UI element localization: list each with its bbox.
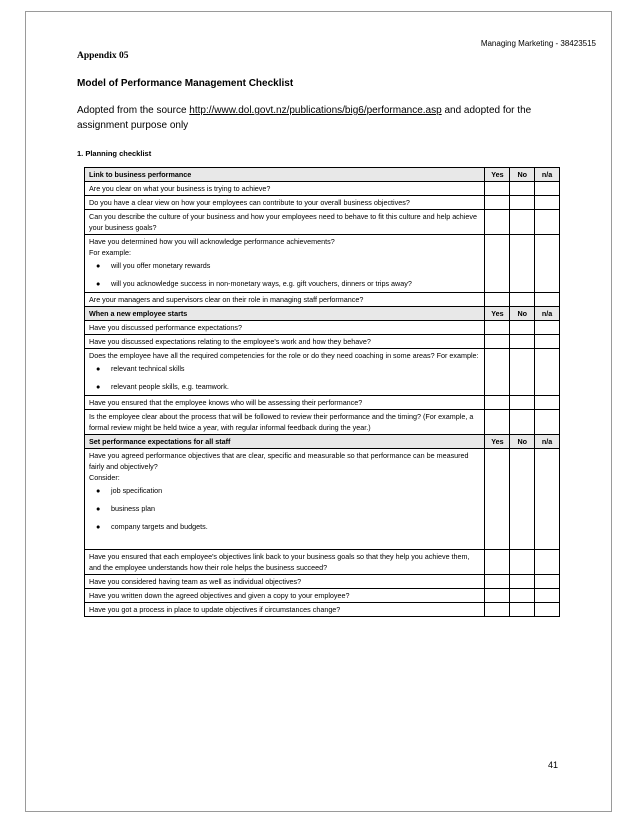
section-title: Set performance expectations for all staff — [85, 435, 485, 449]
answer-cell-na[interactable] — [535, 335, 560, 349]
answer-cell-yes[interactable] — [485, 396, 510, 410]
answer-cell-yes[interactable] — [485, 235, 510, 293]
running-header: Managing Marketing - 38423515 — [480, 39, 596, 48]
column-header-na: n/a — [535, 168, 560, 182]
answer-cell-no[interactable] — [510, 396, 535, 410]
section-header-row — [85, 307, 560, 321]
section-header-row — [85, 435, 560, 449]
section-title: When a new employee starts — [85, 307, 485, 321]
column-header-na: n/a — [535, 435, 560, 449]
answer-cell-na[interactable] — [535, 410, 560, 435]
table-row — [85, 410, 560, 435]
bullet-list — [89, 260, 480, 289]
planning-checklist-table — [84, 167, 560, 617]
bullet-icon: ● — [96, 486, 101, 495]
answer-cell-no[interactable] — [510, 210, 535, 235]
checklist-question — [85, 396, 485, 410]
section-title: Link to business performance — [85, 168, 485, 182]
section-header-row — [85, 168, 560, 182]
question-text: Are you clear on what your business is trying to achieve? — [89, 184, 271, 193]
answer-cell-no[interactable] — [510, 293, 535, 307]
checklist-question — [85, 410, 485, 435]
answer-cell-yes[interactable] — [485, 550, 510, 575]
answer-cell-no[interactable] — [510, 349, 535, 396]
page-number: 41 — [548, 760, 559, 770]
column-header-no: No — [510, 307, 535, 321]
answer-cell-no[interactable] — [510, 182, 535, 196]
bullet-list — [89, 485, 480, 532]
answer-cell-yes[interactable] — [485, 349, 510, 396]
checklist-question — [85, 182, 485, 196]
answer-cell-na[interactable] — [535, 575, 560, 589]
answer-cell-yes[interactable] — [485, 589, 510, 603]
question-text: Have you considered having team as well as individual objectives? — [89, 577, 302, 586]
table-row — [85, 293, 560, 307]
list-item — [96, 503, 480, 514]
answer-cell-na[interactable] — [535, 196, 560, 210]
checklist-question — [85, 349, 485, 396]
list-item — [96, 278, 480, 289]
answer-cell-yes[interactable] — [485, 603, 510, 617]
source-note — [77, 103, 567, 133]
question-text: Does the employee have all the required competencies for the role or do they need coaching in some areas? For example: — [89, 351, 479, 360]
question-subtext: Consider: — [89, 473, 120, 482]
checklist-question — [85, 603, 485, 617]
answer-cell-no[interactable] — [510, 410, 535, 435]
source-link[interactable]: http://www.dol.govt.nz/publications/big6/performance.asp — [189, 105, 442, 116]
list-item — [96, 260, 480, 271]
answer-cell-no[interactable] — [510, 321, 535, 335]
list-item — [96, 485, 480, 496]
bullet-text: job specification — [111, 486, 163, 495]
table-row — [85, 182, 560, 196]
column-header-no: No — [510, 435, 535, 449]
answer-cell-yes[interactable] — [485, 182, 510, 196]
table-row — [85, 235, 560, 293]
table-row — [85, 349, 560, 396]
bullet-icon: ● — [96, 522, 101, 531]
checklist-question — [85, 293, 485, 307]
answer-cell-no[interactable] — [510, 449, 535, 550]
answer-cell-no[interactable] — [510, 235, 535, 293]
column-header-no: No — [510, 168, 535, 182]
answer-cell-yes[interactable] — [485, 575, 510, 589]
checklist-question — [85, 321, 485, 335]
bullet-text: company targets and budgets. — [111, 522, 208, 531]
checklist-question — [85, 235, 485, 293]
question-text: Have you agreed performance objectives that are clear, specific and measurable so that performance can be measured fairly and objectively? — [89, 451, 469, 471]
answer-cell-no[interactable] — [510, 589, 535, 603]
bullet-text: business plan — [111, 504, 155, 513]
bullet-text: will you offer monetary rewards — [111, 261, 211, 270]
answer-cell-no[interactable] — [510, 550, 535, 575]
answer-cell-na[interactable] — [535, 321, 560, 335]
answer-cell-na[interactable] — [535, 603, 560, 617]
bullet-icon: ● — [96, 279, 101, 288]
table-row — [85, 603, 560, 617]
table-row — [85, 449, 560, 550]
table-row — [85, 575, 560, 589]
answer-cell-yes[interactable] — [485, 410, 510, 435]
source-prefix: Adopted from the source — [77, 105, 190, 116]
table-row — [85, 321, 560, 335]
answer-cell-no[interactable] — [510, 575, 535, 589]
bullet-text: relevant technical skills — [111, 364, 185, 373]
appendix-label: Appendix 05 — [77, 51, 129, 61]
bullet-icon: ● — [96, 261, 101, 270]
question-text: Is the employee clear about the process that will be followed to review their performance and the timing? (For example, a formal review might be held twice a year, with regular informal feedback during the year.) — [89, 412, 474, 432]
answer-cell-na[interactable] — [535, 235, 560, 293]
bullet-icon: ● — [96, 364, 101, 373]
answer-cell-yes[interactable] — [485, 449, 510, 550]
bullet-text: will you acknowledge success in non-monetary ways, e.g. gift vouchers, dinners or trips away? — [111, 279, 412, 288]
question-text: Have you determined how you will acknowledge performance achievements? — [89, 237, 335, 246]
question-text: Can you describe the culture of your business and how your employees need to behave to fit this culture and help achieve your business goals? — [89, 212, 477, 232]
checklist-question — [85, 575, 485, 589]
question-text: Have you written down the agreed objectives and given a copy to your employee? — [89, 591, 350, 600]
question-text: Have you ensured that the employee knows who will be assessing their performance? — [89, 398, 363, 407]
list-item — [96, 363, 480, 374]
answer-cell-na[interactable] — [535, 293, 560, 307]
source-suffix: and adopted for the assignment purpose only — [77, 105, 532, 131]
table-row — [85, 396, 560, 410]
list-item — [96, 521, 480, 532]
answer-cell-na[interactable] — [535, 182, 560, 196]
table-row — [85, 196, 560, 210]
answer-cell-no[interactable] — [510, 603, 535, 617]
answer-cell-na[interactable] — [535, 210, 560, 235]
question-text: Are your managers and supervisors clear on their role in managing staff performance? — [89, 295, 364, 304]
answer-cell-yes[interactable] — [485, 196, 510, 210]
question-text: Have you ensured that each employee's objectives link back to your business goals so that they help you achieve them, and the employee understands how their role helps the business succeed? — [89, 552, 470, 572]
question-text: Have you discussed performance expectations? — [89, 323, 243, 332]
question-text: Have you discussed expectations relating to the employee's work and how they behave? — [89, 337, 371, 346]
column-header-na: n/a — [535, 307, 560, 321]
checklist-question — [85, 550, 485, 575]
answer-cell-yes[interactable] — [485, 210, 510, 235]
table-row — [85, 210, 560, 235]
section-heading: 1. Planning checklist — [77, 149, 152, 158]
checklist-question — [85, 196, 485, 210]
table-row — [85, 550, 560, 575]
checklist-question — [85, 449, 485, 550]
document-title: Model of Performance Management Checklist — [77, 78, 294, 89]
checklist-question — [85, 589, 485, 603]
answer-cell-no[interactable] — [510, 196, 535, 210]
answer-cell-yes[interactable] — [485, 335, 510, 349]
table-row — [85, 335, 560, 349]
checklist-question — [85, 335, 485, 349]
answer-cell-no[interactable] — [510, 335, 535, 349]
answer-cell-na[interactable] — [535, 589, 560, 603]
question-text: Have you got a process in place to update objectives if circumstances change? — [89, 605, 341, 614]
column-header-yes: Yes — [485, 435, 510, 449]
bullet-icon: ● — [96, 382, 101, 391]
table-row — [85, 589, 560, 603]
question-text: Do you have a clear view on how your employees can contribute to your overall business objectives? — [89, 198, 410, 207]
bullet-text: relevant people skills, e.g. teamwork. — [111, 382, 229, 391]
question-subtext: For example: — [89, 248, 131, 257]
list-item — [96, 381, 480, 392]
column-header-yes: Yes — [485, 307, 510, 321]
checklist-question — [85, 210, 485, 235]
answer-cell-na[interactable] — [535, 349, 560, 396]
answer-cell-na[interactable] — [535, 550, 560, 575]
answer-cell-na[interactable] — [535, 396, 560, 410]
bullet-list — [89, 363, 480, 392]
answer-cell-yes[interactable] — [485, 321, 510, 335]
column-header-yes: Yes — [485, 168, 510, 182]
bullet-icon: ● — [96, 504, 101, 513]
answer-cell-yes[interactable] — [485, 293, 510, 307]
answer-cell-na[interactable] — [535, 449, 560, 550]
